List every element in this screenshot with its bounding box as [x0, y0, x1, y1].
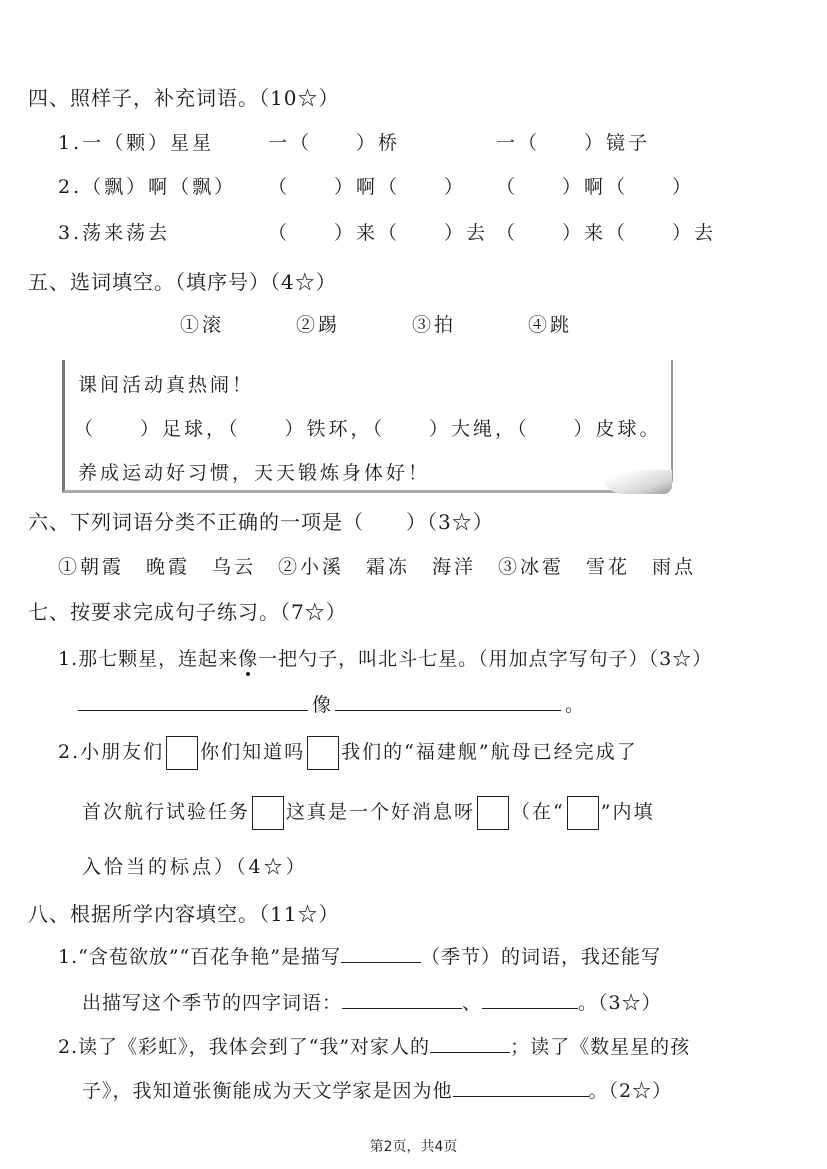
section-5-title: 五、选词填空。（填序号）（4☆） [28, 270, 337, 294]
s4-row3-blank-c: （ ）来（ ）去 [496, 222, 717, 244]
s5-passage-line2: （ ）足球，（ ）铁环，（ ）大绳，（ ）皮球。 [74, 418, 662, 440]
s6-options-line: ①朝霞 晚霞 乌云 ②小溪 霜冻 海洋 ③冰雹 雪花 雨点 [58, 556, 697, 578]
s8-q1-line2 [82, 988, 662, 1015]
section-8-title: 八、根据所学内容填空。（11☆） [28, 902, 340, 926]
s8-q2-line1 [58, 1032, 690, 1059]
section-6-title: 六、下列词语分类不正确的一项是（ ）（3☆） [28, 510, 494, 534]
s5-option-2: ②踢 [296, 314, 341, 336]
s8-q1-d: 、 [462, 992, 483, 1014]
s4-row2-blank-b: （ ）啊（ ） [268, 176, 467, 198]
s4-row1-blank-b: 一（ ）桥 [268, 132, 401, 154]
s4-row2-blank-c: （ ）啊（ ） [496, 176, 695, 198]
s5-passage-line3: 养成运动好习惯，天天锻炼身体好！ [78, 462, 431, 484]
s8-q2-blank-2[interactable] [453, 1076, 589, 1097]
s8-q1-e: 。（3☆） [578, 992, 662, 1014]
page-number: 第2页，共4页 [369, 1139, 458, 1155]
s7-q1-mid-word: 像 [312, 694, 332, 716]
s8-q2-c: 子》，我知道张衡能成为天文学家是因为他 [82, 1080, 453, 1102]
s7-q2-part2: 你们知道吗 [200, 741, 306, 763]
s7-q2-part8: 入恰当的标点）（4☆） [82, 856, 308, 878]
s7-q2-part3: 我们的“福建舰”航母已经完成了 [341, 741, 638, 763]
s8-q1-blank-season[interactable] [341, 942, 421, 963]
s7-q1-prompt: 1.那七颗星，连起来像一把勺子，叫北斗七星。（用加点字写句子）（3☆） [58, 648, 713, 670]
s7-q2-part4: 首次航行试验任务 [82, 801, 251, 823]
s8-q2-blank-1[interactable] [430, 1032, 510, 1053]
s5-option-4: ④跳 [528, 314, 573, 336]
s7-q2-part5: 这真是一个好消息呀 [286, 801, 476, 823]
s7-q2-line2 [82, 796, 654, 830]
s8-q1-blank-word1[interactable] [342, 988, 462, 1009]
s8-q1-line1 [58, 942, 661, 969]
s7-q1-blank-2[interactable] [335, 690, 561, 711]
s8-q2-b: ；读了《数星星的孩 [510, 1036, 691, 1058]
emphasis-dot [246, 672, 250, 676]
s7-q2-line1 [58, 736, 638, 770]
s8-q2-d: 。（2☆） [588, 1080, 673, 1102]
s7-q1-end-mark: 。 [565, 694, 585, 716]
s7-q2-part7: ”内填 [600, 801, 655, 823]
s4-row3-example: 3.荡来荡去 [58, 222, 171, 244]
s7-q1-blank-1[interactable] [78, 690, 308, 711]
s8-q2-a: 2.读了《彩虹》，我体会到了“我”对家人的 [58, 1036, 431, 1058]
s4-row2-example: 2.（飘）啊（飘） [58, 176, 237, 198]
s4-row1-blank-c: 一（ ）镜子 [496, 132, 651, 154]
punct-box-2[interactable] [307, 736, 339, 770]
s8-q1-blank-word2[interactable] [482, 988, 578, 1009]
s8-q1-c: 出描写这个季节的四字词语： [82, 992, 343, 1014]
s7-q1-answer-line [78, 690, 584, 717]
s7-q2-part1: 2.小朋友们 [58, 741, 165, 763]
s5-option-3: ③拍 [412, 314, 457, 336]
s5-passage-line1: 课间活动真热闹！ [78, 374, 255, 396]
section-7-title: 七、按要求完成句子练习。（7☆） [28, 600, 347, 624]
s4-row3-blank-b: （ ）来（ ）去 [268, 222, 489, 244]
s5-option-1: ①滚 [180, 314, 225, 336]
s4-row1-example: 1.一（颗）星星 [58, 132, 215, 154]
section-4-title: 四、照样子，补充词语。（10☆） [28, 86, 340, 110]
punct-box-4[interactable] [477, 796, 509, 830]
s8-q1-b: （季节）的词语，我还能写 [420, 946, 661, 968]
punct-box-1[interactable] [166, 736, 198, 770]
s8-q2-line2 [82, 1076, 672, 1103]
s8-q1-a: 1.“含苞欲放”“百花争艳”是描写 [58, 946, 341, 968]
s7-q2-part6: （在“ [511, 801, 565, 823]
page-curl-decoration [600, 470, 672, 494]
example-box [567, 796, 599, 830]
punct-box-3[interactable] [252, 796, 284, 830]
